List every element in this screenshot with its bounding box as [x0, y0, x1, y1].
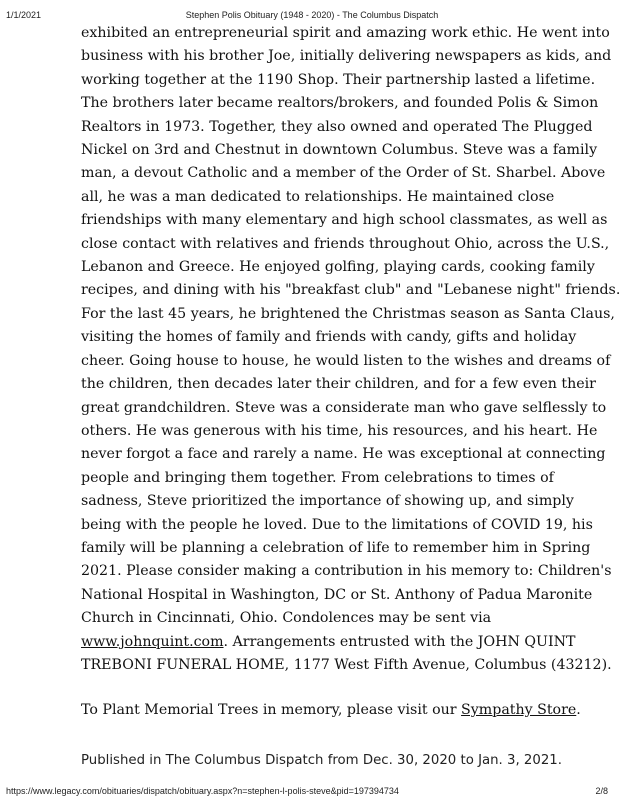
obituary-line: exhibited an entrepreneurial spirit and amazing work ethic. He went into	[81, 25, 610, 41]
obituary-line: cheer. Going house to house, he would listen to the wishes and dreams of	[81, 352, 611, 369]
memorial-prefix: To Plant Memorial Trees in memory, please visit our	[81, 702, 462, 718]
memorial-trees-note	[81, 699, 581, 722]
obituary-line: Realtors in 1973. Together, they also owned and operated The Plugged	[81, 118, 593, 135]
obituary-line: business with his brother Joe, initially delivering newspapers as kids, and	[81, 48, 612, 65]
obituary-line: never forgot a face and rarely a name. He was exceptional at connecting	[81, 446, 606, 463]
obituary-line: being with the people he loved. Due to the limitations of COVID 19, his	[81, 516, 593, 533]
obituary-line: sadness, Steve prioritized the importance of showing up, and simply	[81, 493, 574, 510]
obituary-line: For the last 45 years, he brightened the Christmas season as Santa Claus,	[81, 305, 615, 322]
obituary-line: visiting the homes of family and friends with candy, gifts and holiday	[81, 329, 577, 346]
obituary-text	[81, 22, 621, 677]
obituary-line: Nickel on 3rd and Chestnut in downtown Columbus. Steve was a family	[81, 142, 598, 159]
obituary-line: Lebanon and Greece. He enjoyed golfing, playing cards, cooking family	[81, 259, 595, 276]
obituary-line: the children, then decades later their children, and for a few even their	[81, 376, 596, 393]
obituary-line: people and bringing them together. From celebrations to times of	[81, 469, 554, 486]
obituary-line: great grandchildren. Steve was a considerate man who gave selflessly to	[81, 399, 607, 416]
footer-url: https://www.legacy.com/obituaries/dispatch/obituary.aspx?n=stephen-l-polis-steve&pid=197394734	[6, 786, 399, 796]
print-date: 1/1/2021	[6, 10, 42, 20]
obituary-line: others. He was generous with his time, his resources, and his heart. He	[81, 422, 598, 439]
published-notice: Published in The Columbus Dispatch from Dec. 30, 2020 to Jan. 3, 2021.	[81, 753, 562, 768]
obituary-line: close contact with relatives and friends throughout Ohio, across the U.S.,	[81, 235, 610, 252]
obituary-line: friendships with many elementary and high school classmates, as well as	[81, 212, 608, 229]
obituary-line: working together at the 1190 Shop. Their partnership lasted a lifetime.	[81, 71, 596, 88]
obituary-line: TREBONI FUNERAL HOME, 1177 West Fifth Avenue, Columbus (43212).	[81, 656, 612, 673]
obituary-line: man, a devout Catholic and a member of the Order of St. Sharbel. Above	[81, 165, 606, 182]
obituary-line: all, he was a man dedicated to relationships. He maintained close	[81, 188, 555, 205]
johnquint-link[interactable]: www.johnquint.com	[81, 633, 224, 650]
obituary-line: recipes, and dining with his "breakfast club" and "Lebanese night" friends.	[81, 282, 621, 299]
page-title: Stephen Polis Obituary (1948 - 2020) - The Columbus Dispatch	[185, 10, 439, 20]
obituary-line-text: . Arrangements entrusted with the JOHN QUINT	[223, 633, 576, 650]
obituary-line: National Hospital in Washington, DC or St. Anthony of Padua Maronite	[81, 586, 593, 603]
obituary-line: The brothers later became realtors/brokers, and founded Polis & Simon	[81, 95, 599, 112]
page-number: 2/8	[595, 786, 608, 796]
obituary-line: family will be planning a celebration of life to remember him in Spring	[81, 539, 591, 556]
sympathy-store-link[interactable]: Sympathy Store	[461, 702, 577, 718]
memorial-suffix: .	[576, 702, 581, 718]
obituary-line: 2021. Please consider making a contribution in his memory to: Children's	[81, 563, 612, 580]
obituary-line: Church in Cincinnati, Ohio. Condolences may be sent via	[81, 610, 492, 627]
obituary-line-with-link	[81, 631, 576, 654]
